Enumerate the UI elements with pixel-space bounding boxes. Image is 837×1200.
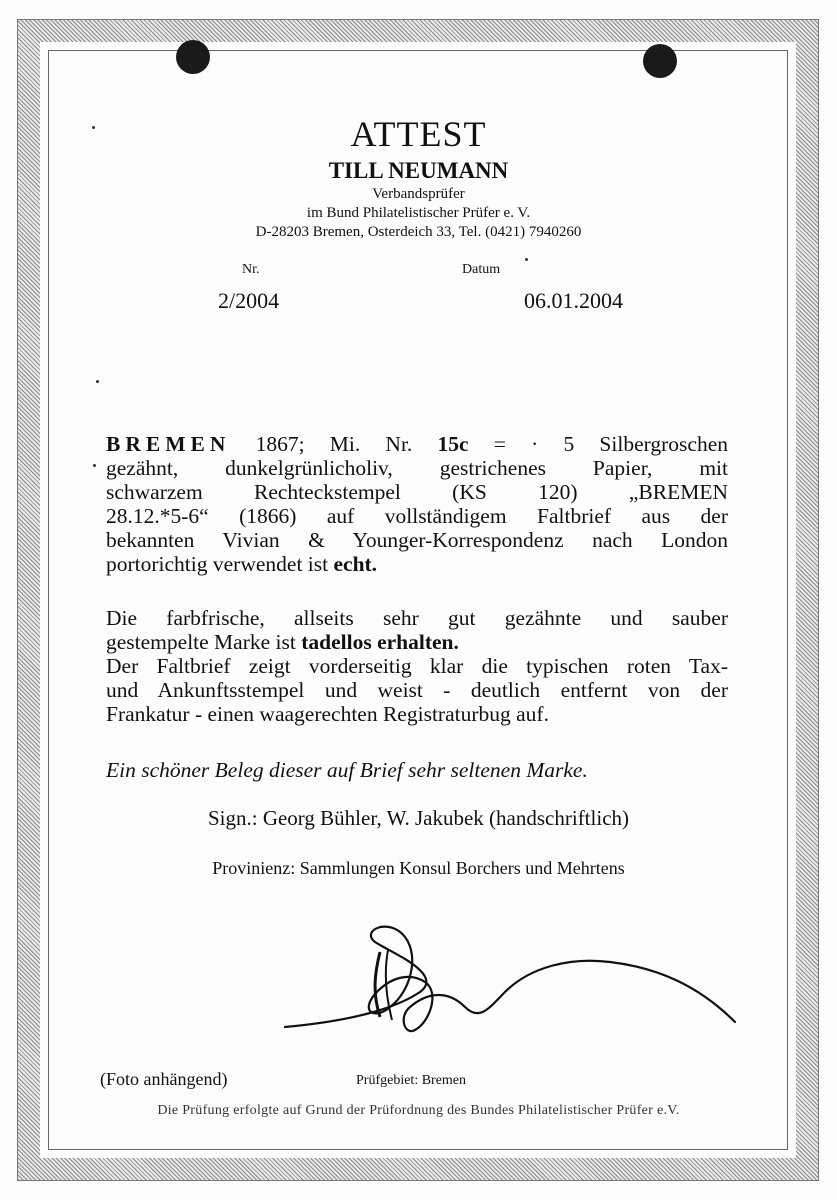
issue-year: 1867; Mi. Nr. — [230, 432, 438, 456]
examination-area: Prüfgebiet: Bremen — [356, 1073, 467, 1088]
condition-paragraph — [106, 606, 728, 654]
condition-line — [106, 630, 728, 654]
condition-verdict: tadellos erhalten. — [301, 630, 459, 654]
condition-line: Die farbfrische, allseits sehr gut gezähnte und sauber — [106, 606, 728, 630]
description-line — [106, 552, 728, 576]
examiner-name: TILL NEUMANN — [328, 158, 509, 183]
description-line: schwarzem Rechteckstempel (KS 120) „BREMEN — [106, 480, 728, 504]
cover-line: und Ankunftsstempel und weist - deutlich entfernt von der — [106, 678, 728, 702]
punch-hole-right — [643, 44, 677, 78]
closing-remark: Ein schöner Beleg dieser auf Brief sehr seltenen Marke. — [106, 758, 588, 782]
certificate-date: 06.01.2004 — [524, 288, 623, 313]
provenance-line: Provinienz: Sammlungen Konsul Borchers und Mehrtens — [212, 858, 625, 878]
examiner-organization: im Bund Philatelistischer Prüfer e. V. — [306, 205, 531, 221]
certificate-number: 2/2004 — [218, 288, 280, 313]
description-line — [106, 432, 728, 456]
date-label: Datum — [462, 262, 501, 277]
examiner-address: D-28203 Bremen, Osterdeich 33, Tel. (0421) 7940260 — [255, 224, 582, 240]
speck — [96, 380, 99, 383]
speck — [525, 258, 528, 261]
cover-line: Der Faltbrief zeigt vorderseitig klar die typischen roten Tax- — [106, 654, 728, 678]
handwritten-signature — [280, 912, 740, 1042]
stamp-issuer: BREMEN — [106, 432, 231, 456]
signatures-line: Sign.: Georg Bühler, W. Jakubek (handschriftlich) — [207, 806, 630, 830]
cover-paragraph — [106, 654, 728, 726]
punch-hole-left — [176, 40, 210, 74]
description-line: bekannten Vivian & Younger-Korrespondenz nach London — [106, 528, 728, 552]
footer-note: Die Prüfung erfolgte auf Grund der Prüfordnung des Bundes Philatelistischer Prüfer e.V. — [157, 1103, 680, 1118]
description-paragraph — [106, 432, 728, 576]
speck — [93, 464, 96, 467]
photo-note: (Foto anhängend) — [100, 1069, 228, 1089]
speck — [92, 126, 95, 129]
verdict-genuine: echt. — [333, 552, 378, 576]
condition-text: gestempelte Marke ist — [106, 630, 302, 654]
verdict-text: portorichtig verwendet ist — [106, 552, 334, 576]
certificate-title: ATTEST — [350, 114, 487, 154]
catalog-number: 15c — [437, 432, 469, 456]
stamp-value: = · 5 Silbergroschen — [468, 432, 728, 456]
cover-line: Frankatur - einen waagerechten Registraturbug auf. — [106, 702, 549, 726]
number-label: Nr. — [242, 262, 260, 277]
description-line: 28.12.*5-6“ (1866) auf vollständigem Faltbrief aus der — [106, 504, 728, 528]
examiner-role: Verbandsprüfer — [372, 186, 465, 202]
description-line: gezähnt, dunkelgrünlicholiv, gestrichenes Papier, mit — [106, 456, 728, 480]
